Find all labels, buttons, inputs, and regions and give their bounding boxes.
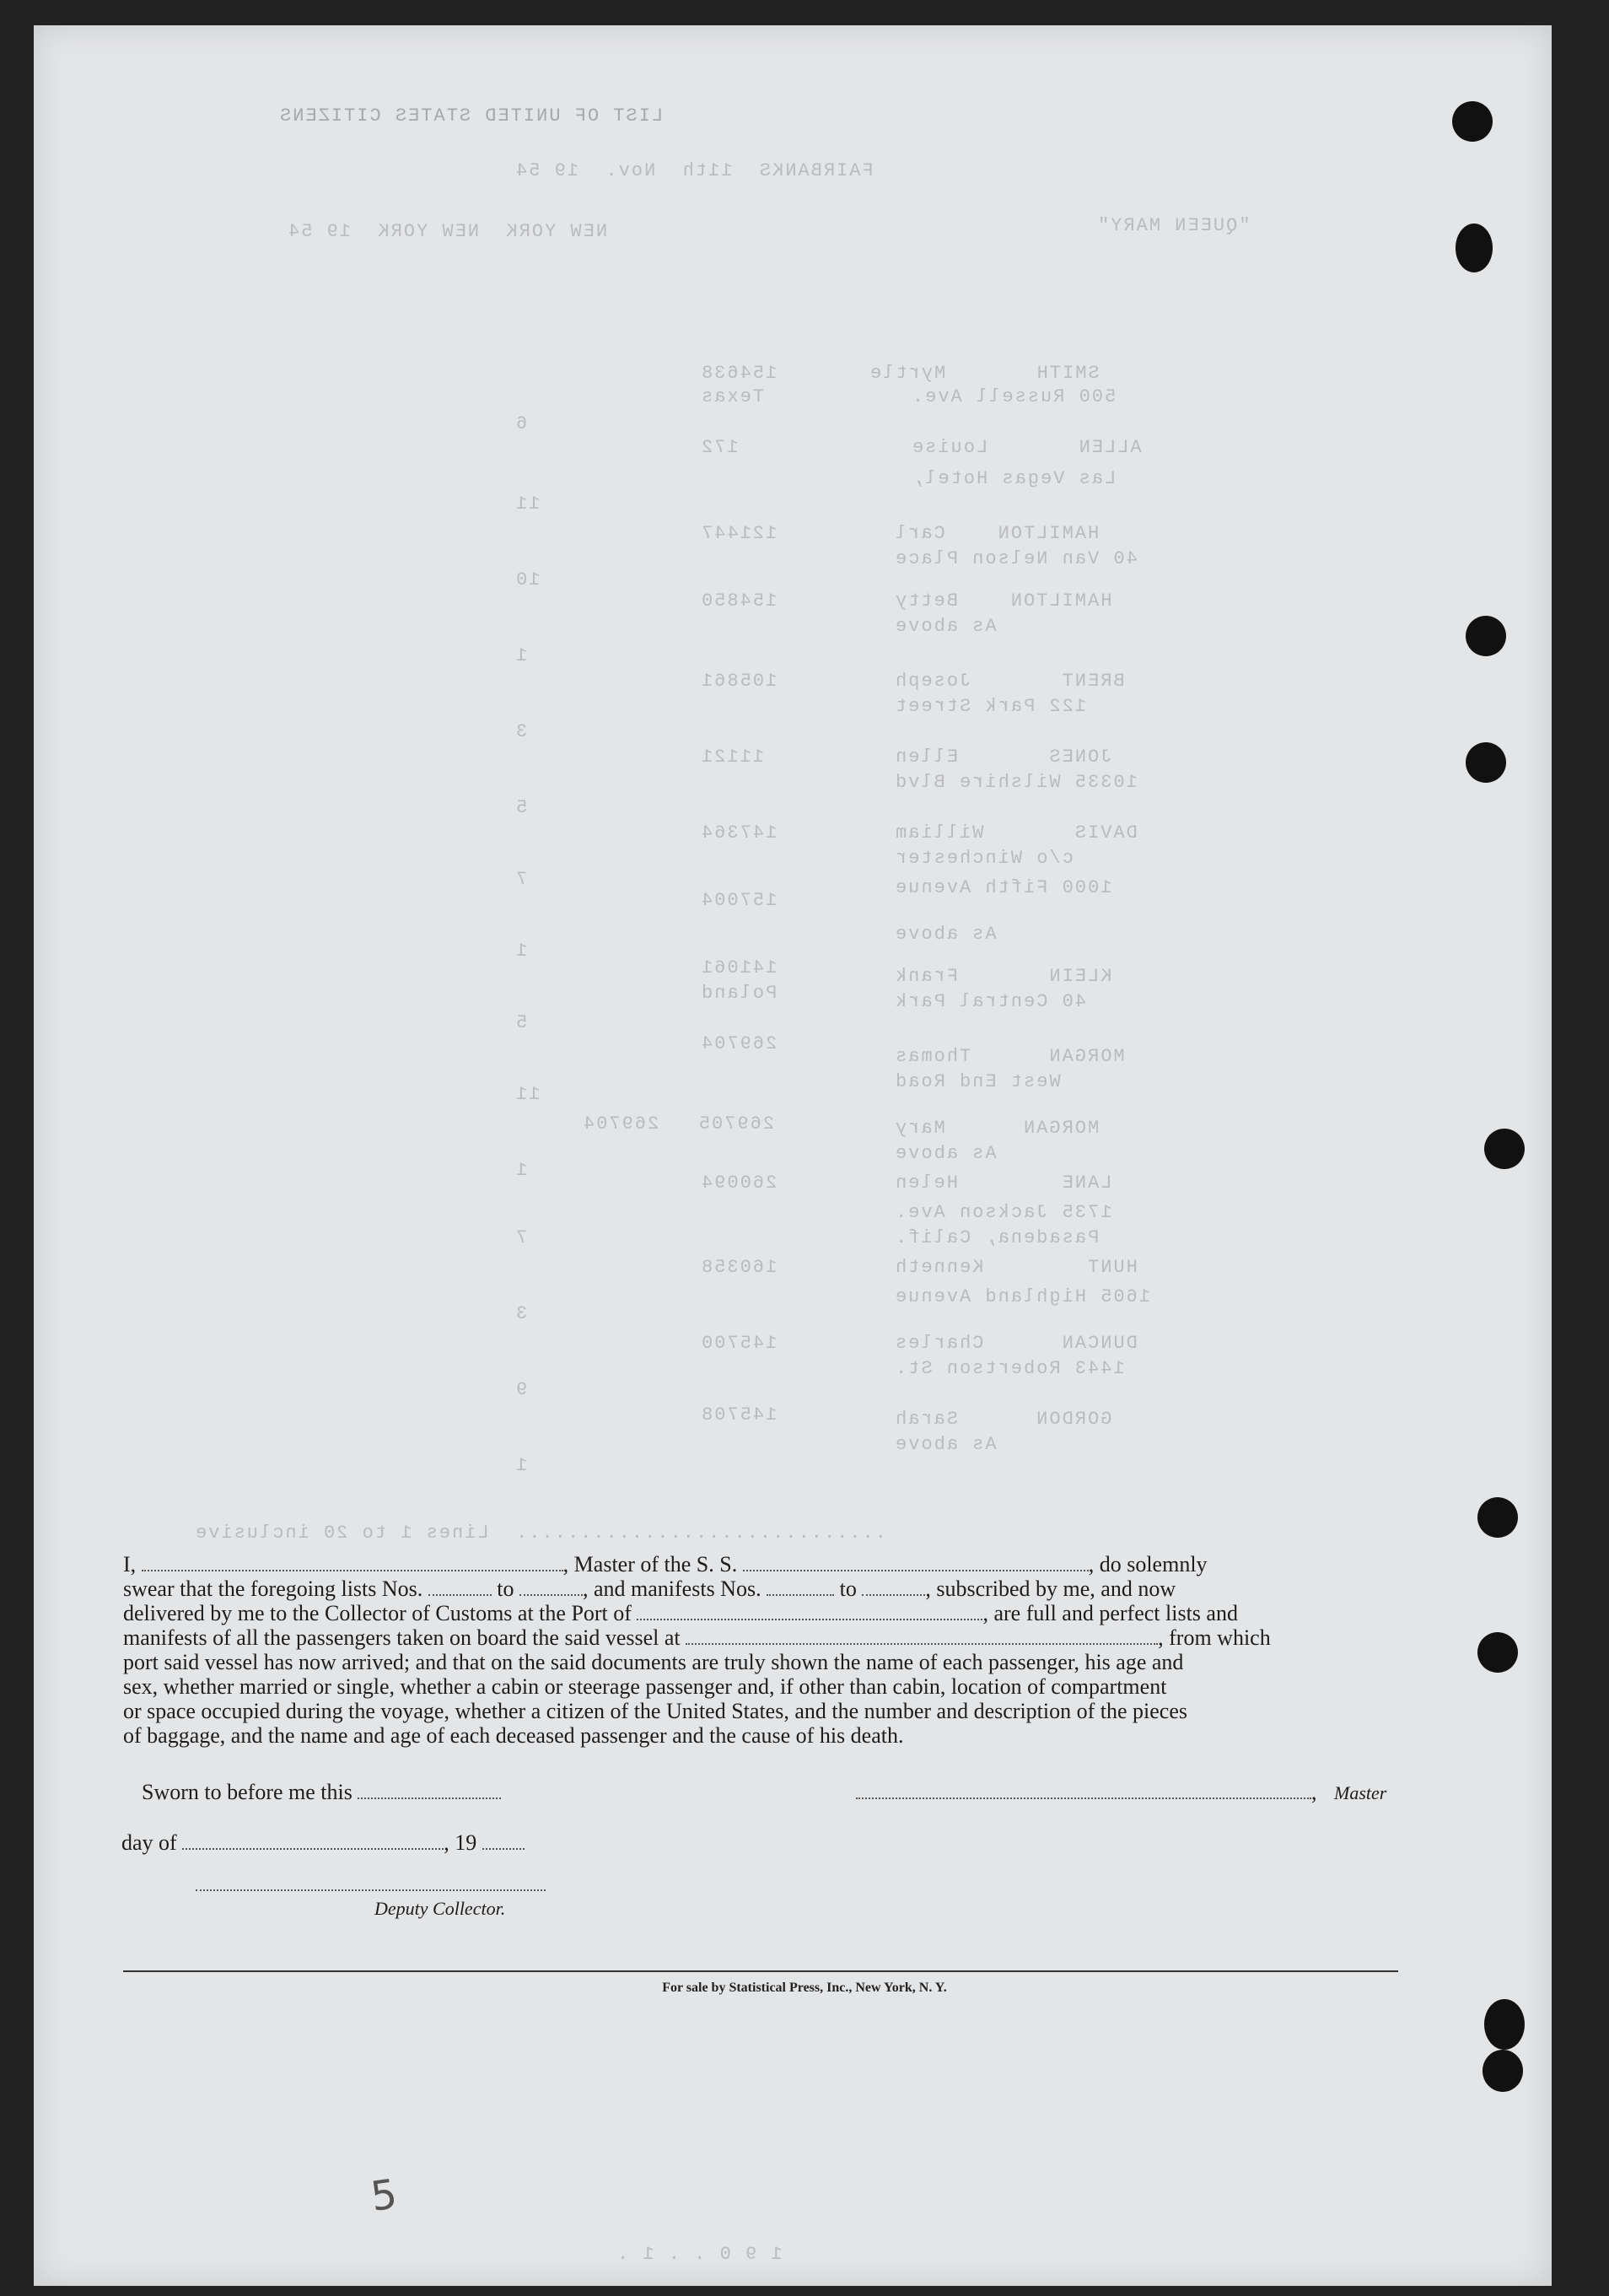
oath-line-1: I, , Master of the S. S. , do solemnly [123, 1552, 1208, 1576]
handwritten-page-number: 5 [368, 2170, 401, 2221]
oath-line-6: sex, whether married or single, whether a cabin or steerage passenger and, if other than cabin, location of compartment [123, 1674, 1167, 1699]
footer-rule [123, 1970, 1398, 1972]
punch-hole-1 [1452, 101, 1493, 142]
deputy-collector-line: Deputy Collector. [196, 1874, 546, 1920]
day-of-line: day of , 19 [121, 1830, 525, 1856]
master-signature-line: , Master [856, 1780, 1386, 1805]
punch-hole-4 [1466, 742, 1506, 783]
oath-line-2: swear that the foregoing lists Nos. to , and manifests Nos. to , subscribed by me, and now [123, 1576, 1176, 1601]
punch-hole-8 [1484, 1999, 1525, 2050]
oath-line-3: delivered by me to the Collector of Customs at the Port of , are full and perfect lists and [123, 1601, 1238, 1625]
oath-line-4: manifests of all the passengers taken on board the said vessel at , from which [123, 1625, 1271, 1650]
punch-hole-6 [1477, 1497, 1518, 1538]
oath-line-7: or space occupied during the voyage, whether a citizen of the United States, and the number and description of the pieces [123, 1699, 1188, 1723]
oath-line-8: of baggage, and the name and age of each deceased passenger and the cause of his death. [123, 1723, 904, 1748]
oath-line-5: port said vessel has now arrived; and that on the said documents are truly shown the name of each passenger, his age and [123, 1650, 1184, 1674]
punch-hole-9 [1483, 2050, 1523, 2092]
manifest-page [34, 25, 1552, 2286]
oath-paragraph [123, 1552, 1396, 1748]
sworn-line: Sworn to before me this [142, 1780, 501, 1805]
printer-imprint: For sale by Statistical Press, Inc., New York, N. Y. [662, 1981, 947, 1995]
punch-hole-7 [1477, 1632, 1518, 1673]
punch-hole-2 [1456, 224, 1493, 272]
punch-hole-3 [1466, 616, 1506, 656]
punch-hole-5 [1484, 1129, 1525, 1169]
